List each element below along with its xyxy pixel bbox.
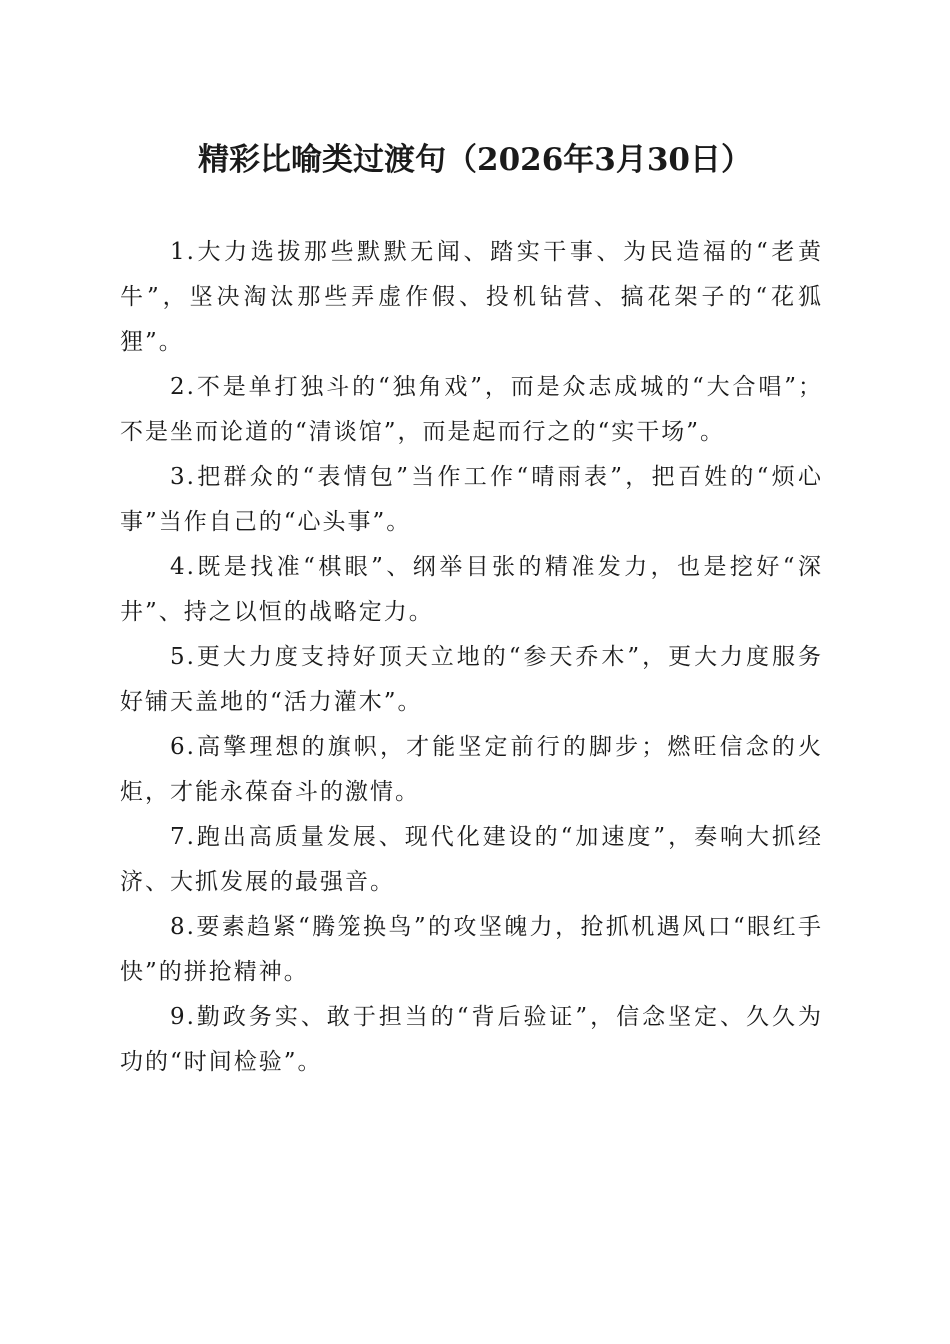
paragraph-6: 6.高擎理想的旗帜，才能坚定前行的脚步；燃旺信念的火炬，才能永葆奋斗的激情。	[120, 734, 823, 805]
paragraph-9: 9.勤政务实、敢于担当的“背后验证”，信念坚定、久久为功的“时间检验”。	[120, 1004, 823, 1075]
paragraph-5: 5.更大力度支持好顶天立地的“参天乔木”，更大力度服务好铺天盖地的“活力灌木”。	[120, 644, 823, 715]
paragraph-3: 3.把群众的“表情包”当作工作“晴雨表”，把百姓的“烦心事”当作自己的“心头事”。	[120, 464, 823, 535]
paragraph-8: 8.要素趋紧“腾笼换鸟”的攻坚魄力，抢抓机遇风口“眼红手快”的拼抢精神。	[120, 914, 823, 985]
paragraph-4: 4.既是找准“棋眼”、纲举目张的精准发力，也是挖好“深井”、持之以恒的战略定力。	[120, 554, 823, 625]
paragraph-2: 2.不是单打独斗的“独角戏”，而是众志成城的“大合唱”；不是坐而论道的“清谈馆”，而是起而行之的“实干场”。	[120, 374, 823, 445]
document-body	[120, 230, 823, 1085]
page-title: 精彩比喻类过渡句（2026年3月30日）	[198, 142, 752, 178]
paragraph-1: 1.大力选拔那些默默无闻、踏实干事、为民造福的“老黄牛”，坚决淘汰那些弄虚作假、投机钻营、搞花架子的“花狐狸”。	[120, 239, 823, 355]
paragraph-7: 7.跑出高质量发展、现代化建设的“加速度”，奏响大抓经济、大抓发展的最强音。	[120, 824, 823, 895]
